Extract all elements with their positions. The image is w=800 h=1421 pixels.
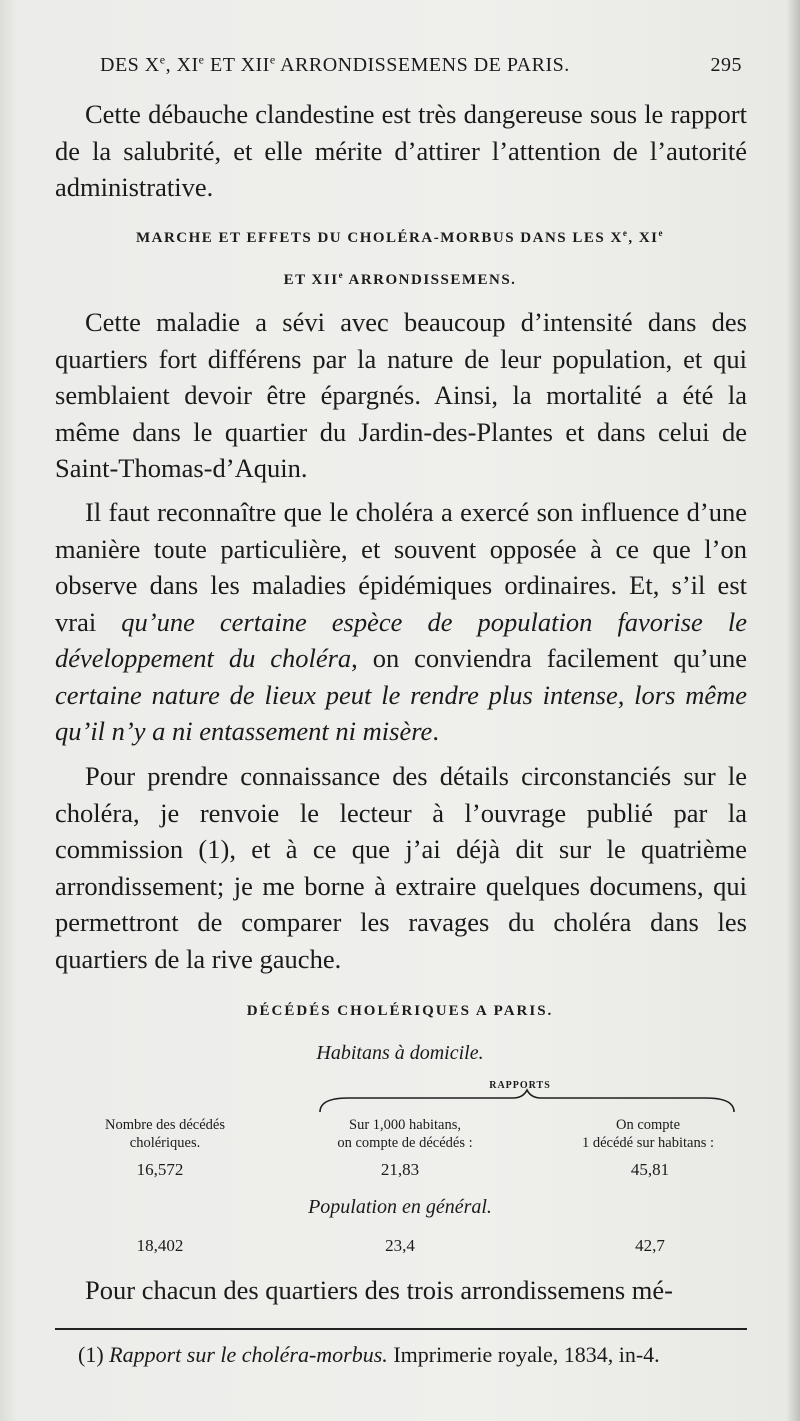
col-head-deces <box>70 1116 260 1152</box>
footnote-title: Rapport sur le choléra-morbus. <box>109 1342 388 1367</box>
footnote <box>78 1342 748 1368</box>
running-title: DES Xe, XIe ET XIIe ARRONDISSEMENS DE PARIS. <box>100 52 570 76</box>
paragraph-text: Cette débauche clandestine est très dangereuse sous le rapport de la salubrité, et elle mérite d’attirer l’attention de l’autorité administrative. <box>55 99 747 202</box>
col-head-per-1000 <box>300 1116 510 1152</box>
rapports-label: RAPPORTS <box>489 1080 551 1091</box>
table-title: DÉCÉDÉS CHOLÉRIQUES A PARIS. <box>246 1003 554 1019</box>
footnote-rule <box>55 1328 747 1330</box>
col-head-line: 1 décédé sur habitans : <box>581 1135 715 1151</box>
section-heading-line2: ET XIIe ARRONDISSEMENS. <box>283 270 517 288</box>
row1-per-1000: 21,83 <box>380 1160 420 1179</box>
paragraph-debauche <box>55 96 747 206</box>
row2-un-sur: 42,7 <box>635 1236 665 1255</box>
paragraph-last-line <box>55 1272 747 1309</box>
col-head-line: Sur 1,000 habitans, <box>349 1117 461 1133</box>
col-head-line: cholériques. <box>129 1135 201 1151</box>
row2-deces: 18,402 <box>136 1236 184 1255</box>
row1-deces: 16,572 <box>136 1160 184 1179</box>
table-subtitle-population: Population en général. <box>308 1196 492 1218</box>
paragraph-influence <box>55 494 747 750</box>
row2-per-1000: 23,4 <box>385 1236 415 1255</box>
paragraph-text: Il faut reconnaître que le choléra a exercé son influence d’une manière toute particulière, et souvent opposée à ce que l’on observe dans les maladies épidémiques ordinaires. Et, s’il est vrai qu’une certaine espèce de population favorise le développement du choléra, on conviendra facilement qu’une certaine nature de lieux peut le rendre plus intense, lors même qu’il n’y a ni entassement ni misère. <box>55 497 748 746</box>
running-header <box>100 54 742 77</box>
col-head-un-sur <box>548 1116 748 1152</box>
brace-rapports <box>318 1088 736 1114</box>
row1-un-sur: 45,81 <box>630 1160 670 1179</box>
section-heading-line1: MARCHE ET EFFETS DU CHOLÉRA-MORBUS DANS LES Xe, XIe <box>135 228 665 246</box>
paragraph-commission <box>55 758 747 977</box>
footnote-marker: (1) <box>78 1342 104 1367</box>
paragraph-text: Pour chacun des quartiers des trois arrondissemens mé- <box>85 1275 673 1305</box>
col-head-line: Nombre des décédés <box>105 1117 225 1133</box>
page-edge-shadow <box>786 0 800 1421</box>
page-number: 295 <box>710 54 742 76</box>
paragraph-maladie <box>55 304 747 487</box>
paragraph-text: Cette maladie a sévi avec beaucoup d’intensité dans des quartiers fort différens par la nature de leur population, et qui semblaient devoir être épargnés. Ainsi, la mortalité a été la même dans le quartier du Jardin-des-Plantes et dans celui de Saint-Thomas-d’Aquin. <box>55 307 747 483</box>
col-head-line: On compte <box>615 1117 681 1133</box>
col-head-line: on compte de décédés : <box>337 1135 473 1151</box>
paragraph-text: Pour prendre connaissance des détails circonstanciés sur le choléra, je renvoie le lecteur à l’ouvrage publié par la commission (1), et à ce que j’ai déjà dit sur le quatrième arrondissement; je me borne à extraire quelques documens, qui permettront de comparer les ravages du choléra dans les quartiers de la rive gauche. <box>55 761 747 974</box>
footnote-publisher: Imprimerie royale, 1834, in-4. <box>393 1342 660 1367</box>
table-subtitle-habitans: Habitans à domicile. <box>316 1042 484 1064</box>
